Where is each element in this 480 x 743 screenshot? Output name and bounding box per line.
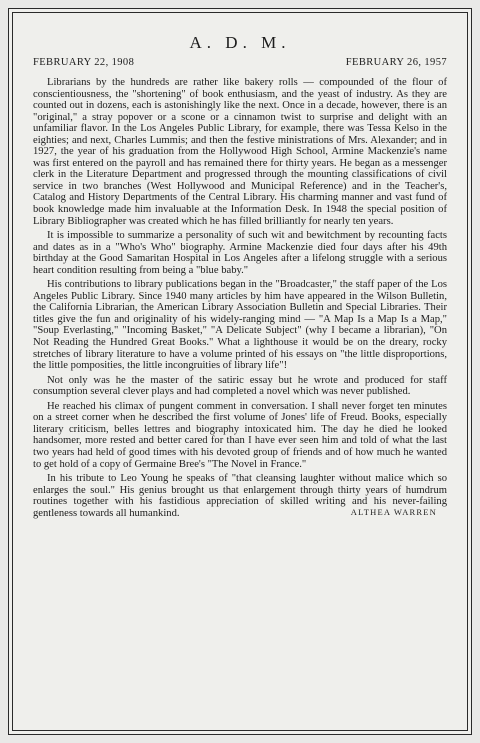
author-signature: ALTHEA WARREN <box>350 506 437 517</box>
paragraph: Librarians by the hundreds are rather like bakery rolls — compounded of the flour of conscientiousness, the "shortening" of book enthusiasm, and the yeast of industry. As they are counted out in dozens, each is astonishingly like the next. Once in a decade, however, there is an "original," a stray popover or a scone or a cinnamon twist to surprise and delight with an unfamiliar flavor. In the Los Angeles Public Library, for example, there was Tessa Kelso in the eighties; and next, Charles Lummis; and then the festive ministrations of Mrs. Alexander; and in 1927, the year of his graduation from the Hollywood High School, Armine Mackenzie's name was first entered on the payroll and has remained there for thirty years. He began as a messenger clerk in the Literature Department and progressed through the mounting classifications of civil service in two branches (West Hollywood and Municipal Reference) and in the Teacher's, Catalog and History Departments of the Central Library. His charming manner and vast fund of book knowledge made him invaluable at the Information Desk. In 1948 the special position of Library Bibliographer was created which he has filled brilliantly for nearly ten years. <box>33 77 447 227</box>
memorial-page <box>8 8 472 735</box>
page-title: A. D. M. <box>189 33 291 52</box>
paragraph: Not only was he the master of the satiric essay but he wrote and produced for staff consumption several clever plays and had completed a novel which was never published. <box>33 374 447 398</box>
article-body <box>33 77 447 522</box>
death-date: FEBRUARY 26, 1957 <box>345 57 447 68</box>
paragraph: In his tribute to Leo Young he speaks of "that cleansing laughter without malice which so enlarges the soul." His genius brought us that enlargement through thirty years of humdrum routines together with his fastidious appreciation of skilled writing and his never-failing gentleness towards all humankind. <box>33 473 447 519</box>
paragraph: It is impossible to summarize a personality of such wit and bewitchment by recounting facts and dates as in a "Who's Who" biography. Armine Mackenzie died four days after his 49th birthday at the Good Samaritan Hospital in Los Angeles after a lifelong struggle with a serious heart condition resulting from being a "blue baby." <box>33 230 447 276</box>
paragraph: His contributions to library publications began in the "Broadcaster," the staff paper of the Los Angeles Public Library. Since 1940 many articles by him have appeared in the Wilson Bulletin, the California Librarian, the American Library Association Bulletin and Special Libraries. Their titles give the fun and originality of his widely-ranging mind — "A Map Is a Map Is a Map," "Soup Everlasting," "Incoming Basket," "A Delicate Subject" (why I became a librarian), "On Not Reading the Hundred Great Books." What a lighthouse it would be on the dreary, rocky stretches of library literature to have a volume printed of his essays on "the little disproportions, the little pomposities, the little incongruities of library life"! <box>33 279 447 372</box>
page-border <box>12 12 468 731</box>
closing-block <box>33 473 447 519</box>
paragraph: He reached his climax of pungent comment in conversation. I shall never forget ten minutes on a street corner when he described the first volume of Jones' life of Freud. Books, especially literary criticism, belles lettres and biography intoxicated him. The day he died he looked handsomer, more rested and better cared for than I have ever seen him and told of what the last two years had held of good times with his devoted group of friends and of how much he wanted to get hold of a copy of Germaine Bree's "The Novel in France." <box>33 400 447 470</box>
birth-date: FEBRUARY 22, 1908 <box>33 57 135 68</box>
